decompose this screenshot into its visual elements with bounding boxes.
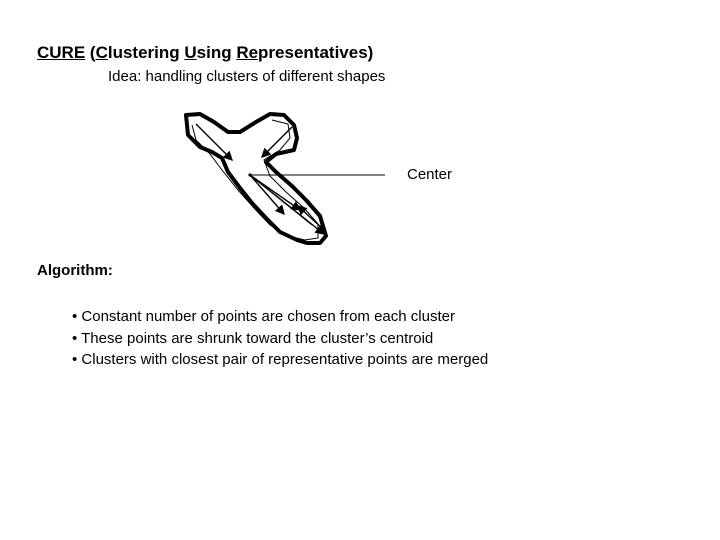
title-open-paren: ( [85,43,96,62]
title-letter-c: C [95,43,108,62]
idea-text: Idea: handling clusters of different shapes [108,68,386,85]
title-presentatives: presentatives) [258,43,374,62]
title-letters-re: Re [236,43,259,62]
shrink-arrow-7 [250,175,312,225]
title-abbrev: CURE [37,43,86,62]
algorithm-steps [72,306,488,371]
title-sing: sing [196,43,237,62]
title-lustering: lustering [107,43,185,62]
center-point [248,173,251,176]
algorithm-heading: Algorithm: [37,262,113,279]
center-label: Center [407,166,453,183]
list-item: • Clusters with closest pair of representative points are merged [72,351,489,368]
list-item: • Constant number of points are chosen from each cluster [72,308,455,325]
list-item: • These points are shrunk toward the cluster’s centroid [72,329,434,347]
title-letter-u: U [184,43,197,62]
